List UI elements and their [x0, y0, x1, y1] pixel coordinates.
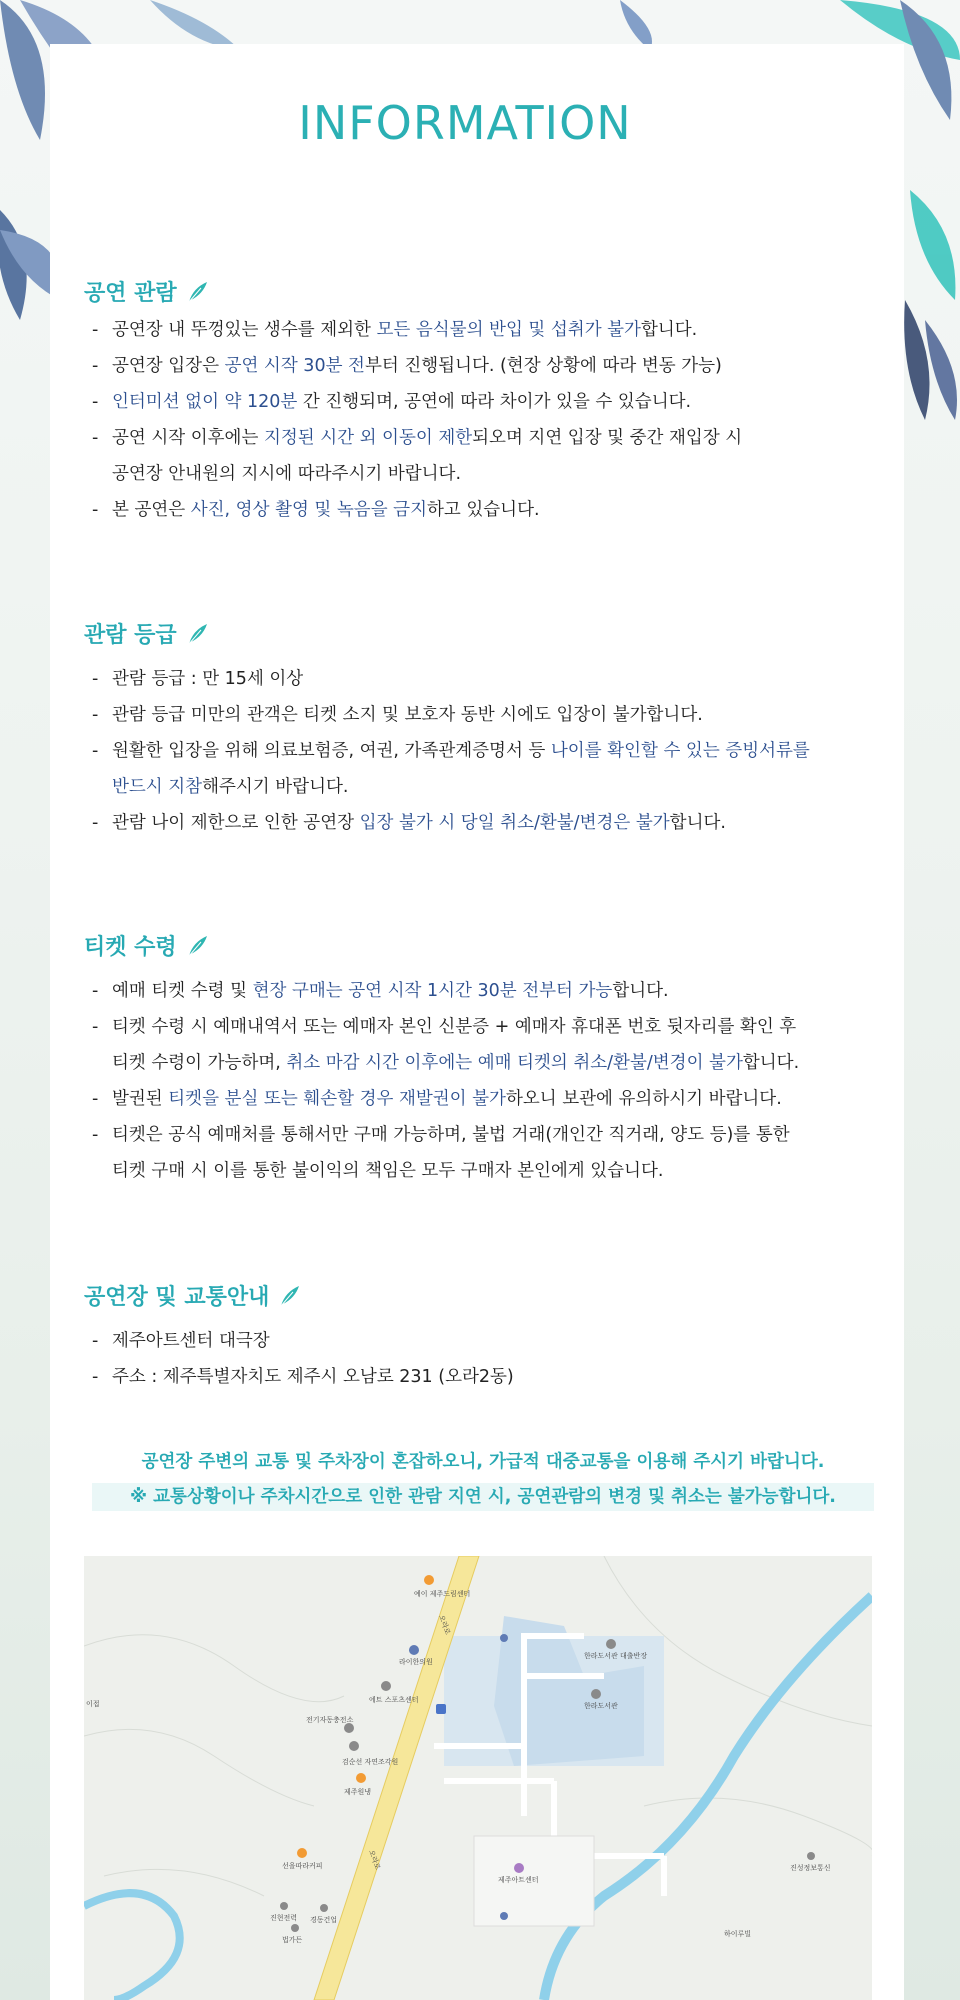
section-list-venue	[92, 1323, 514, 1395]
item-text: 예매 티켓 수령 및	[112, 981, 253, 1001]
item-text: 공연장 입장은	[112, 356, 225, 376]
item-text: 공연장 안내원의 지시에 따라주시기 바랍니다.	[112, 464, 462, 484]
map-label: 하이루빌	[724, 1930, 752, 1938]
list-item	[92, 1081, 799, 1117]
list-item	[92, 697, 810, 733]
item-text: 하오니 보관에 유의하시기 바랍니다.	[505, 1089, 782, 1109]
list-item	[92, 1359, 514, 1395]
map-label: 라이한의원	[399, 1658, 433, 1666]
leaf-icon	[0, 210, 27, 320]
section-list-ticket	[92, 973, 799, 1189]
item-text: 합니다.	[612, 981, 669, 1001]
list-item	[92, 348, 742, 384]
item-text: 합니다.	[742, 1053, 800, 1073]
item-text: 되오며 지연 입장 및 중간 재입장 시	[472, 428, 743, 448]
section-heading-venue	[84, 1280, 301, 1311]
list-item	[92, 384, 742, 420]
list-item	[92, 1117, 799, 1189]
list-item	[92, 1009, 799, 1081]
item-text: 합니다.	[669, 813, 726, 833]
item-text: 티켓은 공식 예매처를 통해서만 구매 가능하며, 불법 거래(개인간 직거래, 양도 등)를 통한	[112, 1125, 790, 1145]
feather-icon	[279, 1284, 301, 1308]
item-text: 공연장 내 뚜껑있는 생수를 제외한	[112, 320, 377, 340]
list-item	[92, 312, 742, 348]
item-text: 간 진행되며, 공연에 따라 차이가 있을 수 있습니다.	[297, 392, 692, 412]
feather-icon	[187, 622, 209, 646]
item-text: 하고 있습니다.	[427, 500, 540, 520]
section-heading-viewing	[84, 276, 209, 307]
highlight-text: 현장 구매는 공연 시작 1시간 30분 전부터 가능	[252, 981, 613, 1001]
list-item	[92, 492, 742, 528]
map-label: 예이 제주드림센터	[414, 1590, 471, 1598]
list-item	[92, 805, 810, 841]
highlight-text: 취소 마감 시간 이후에는 예매 티켓의 취소/환불/변경이 불가	[286, 1053, 743, 1073]
map-label: 경동건업	[310, 1916, 338, 1924]
item-text: 관람 나이 제한으로 인한 공연장	[112, 813, 360, 833]
map-label: 전기자동충전소	[306, 1716, 354, 1724]
item-text: 티켓 수령이 가능하며,	[112, 1053, 287, 1073]
map-label: 진성정보통신	[790, 1864, 831, 1872]
map-label: 한라도서관 대출반장	[584, 1652, 648, 1660]
road-label: 오라로	[367, 1848, 382, 1871]
item-text: 부터 진행됩니다. (현장 상황에 따라 변동 가능)	[364, 356, 722, 376]
section-heading-label: 관람 등급	[84, 623, 177, 648]
item-text: 해주시기 바랍니다.	[202, 777, 349, 797]
page-title: INFORMATION	[298, 96, 632, 150]
traffic-notice: 공연장 주변의 교통 및 주차장이 혼잡하오니, 가급적 대중교통을 이용해 주시기 바랍니다.	[141, 1452, 825, 1472]
bus-stop-icon	[436, 1704, 446, 1714]
section-list-viewing	[92, 312, 742, 528]
highlight-text: 공연 시작 30분 전	[224, 356, 365, 376]
map-canvas[interactable]	[84, 1556, 872, 2000]
map-label: 선을따라커피	[282, 1862, 323, 1870]
item-text: 관람 등급 미만의 관객은 티켓 소지 및 보호자 동반 시에도 입장이 불가합니다.	[112, 705, 703, 725]
delay-notice: ※ 교통상황이나 주차시간으로 인한 관람 지연 시, 공연관람의 변경 및 취소는 불가능합니다.	[92, 1483, 874, 1511]
highlight-text: 사진, 영상 촬영 및 녹음을 금지	[190, 500, 427, 520]
item-text: 주소 : 제주특별자치도 제주시 오남로 231 (오라2동)	[112, 1367, 514, 1387]
item-text: 합니다.	[640, 320, 698, 340]
leaf-icon	[620, 0, 652, 50]
highlight-text: 지정된 시간 외 이동이 제한	[263, 428, 473, 448]
section-heading-label: 티켓 수령	[84, 935, 177, 960]
map-label: 제주원냉	[344, 1788, 372, 1796]
map-label: 법가든	[282, 1936, 303, 1944]
leaf-icon	[904, 300, 929, 420]
highlight-text: 나이를 확인할 수 있는 증빙서류를	[550, 741, 810, 761]
venue-map[interactable]	[84, 1556, 872, 2000]
map-label: 에트 스포츠센터	[369, 1696, 419, 1704]
map-label: 제주아트센터	[498, 1876, 539, 1884]
list-item	[92, 420, 742, 492]
item-text: 원활한 입장을 위해 의료보험증, 여권, 가족관계증명서 등	[112, 741, 551, 761]
map-label: 한라도서관	[584, 1702, 618, 1710]
section-heading-label: 공연 관람	[84, 281, 177, 306]
section-list-rating	[92, 661, 810, 841]
highlight-text: 모든 음식물의 반입 및 섭취가 불가	[376, 320, 641, 340]
section-heading-rating	[84, 618, 209, 649]
item-text: 발권된	[112, 1089, 169, 1109]
highlight-text: 입장 불가 시 당일 취소/환불/변경은 불가	[359, 813, 670, 833]
map-label: 이접	[86, 1700, 100, 1708]
list-item	[92, 1323, 514, 1359]
map-label: 진현전력	[270, 1914, 298, 1922]
feather-icon	[187, 934, 209, 958]
feather-icon	[187, 280, 209, 304]
item-text: 제주아트센터 대극장	[112, 1331, 270, 1351]
list-item	[92, 661, 810, 697]
highlight-text: 티켓을 분실 또는 훼손할 경우 재발권이 불가	[168, 1089, 506, 1109]
road-label: 오라로	[437, 1613, 452, 1636]
leaf-icon	[910, 190, 955, 300]
item-text: 본 공연은	[112, 500, 191, 520]
highlight-text: 인터미션 없이 약 120분	[112, 392, 298, 412]
item-text: 공연 시작 이후에는	[112, 428, 264, 448]
leaf-icon	[150, 0, 240, 50]
item-text: 티켓 수령 시 예매내역서 또는 예매자 본인 신분증 + 예매자 휴대폰 번호 뒷자리를 확인 후	[112, 1017, 797, 1037]
leaf-icon	[925, 320, 957, 420]
map-label: 검순선 자연조각원	[342, 1758, 399, 1766]
item-text: 티켓 구매 시 이를 통한 불이익의 책임은 모두 구매자 본인에게 있습니다.	[112, 1161, 664, 1181]
list-item	[92, 733, 810, 805]
highlight-text: 반드시 지참	[112, 777, 203, 797]
section-heading-ticket	[84, 930, 209, 961]
list-item	[92, 973, 799, 1009]
section-heading-label: 공연장 및 교통안내	[84, 1285, 270, 1310]
item-text: 관람 등급 : 만 15세 이상	[112, 669, 304, 689]
